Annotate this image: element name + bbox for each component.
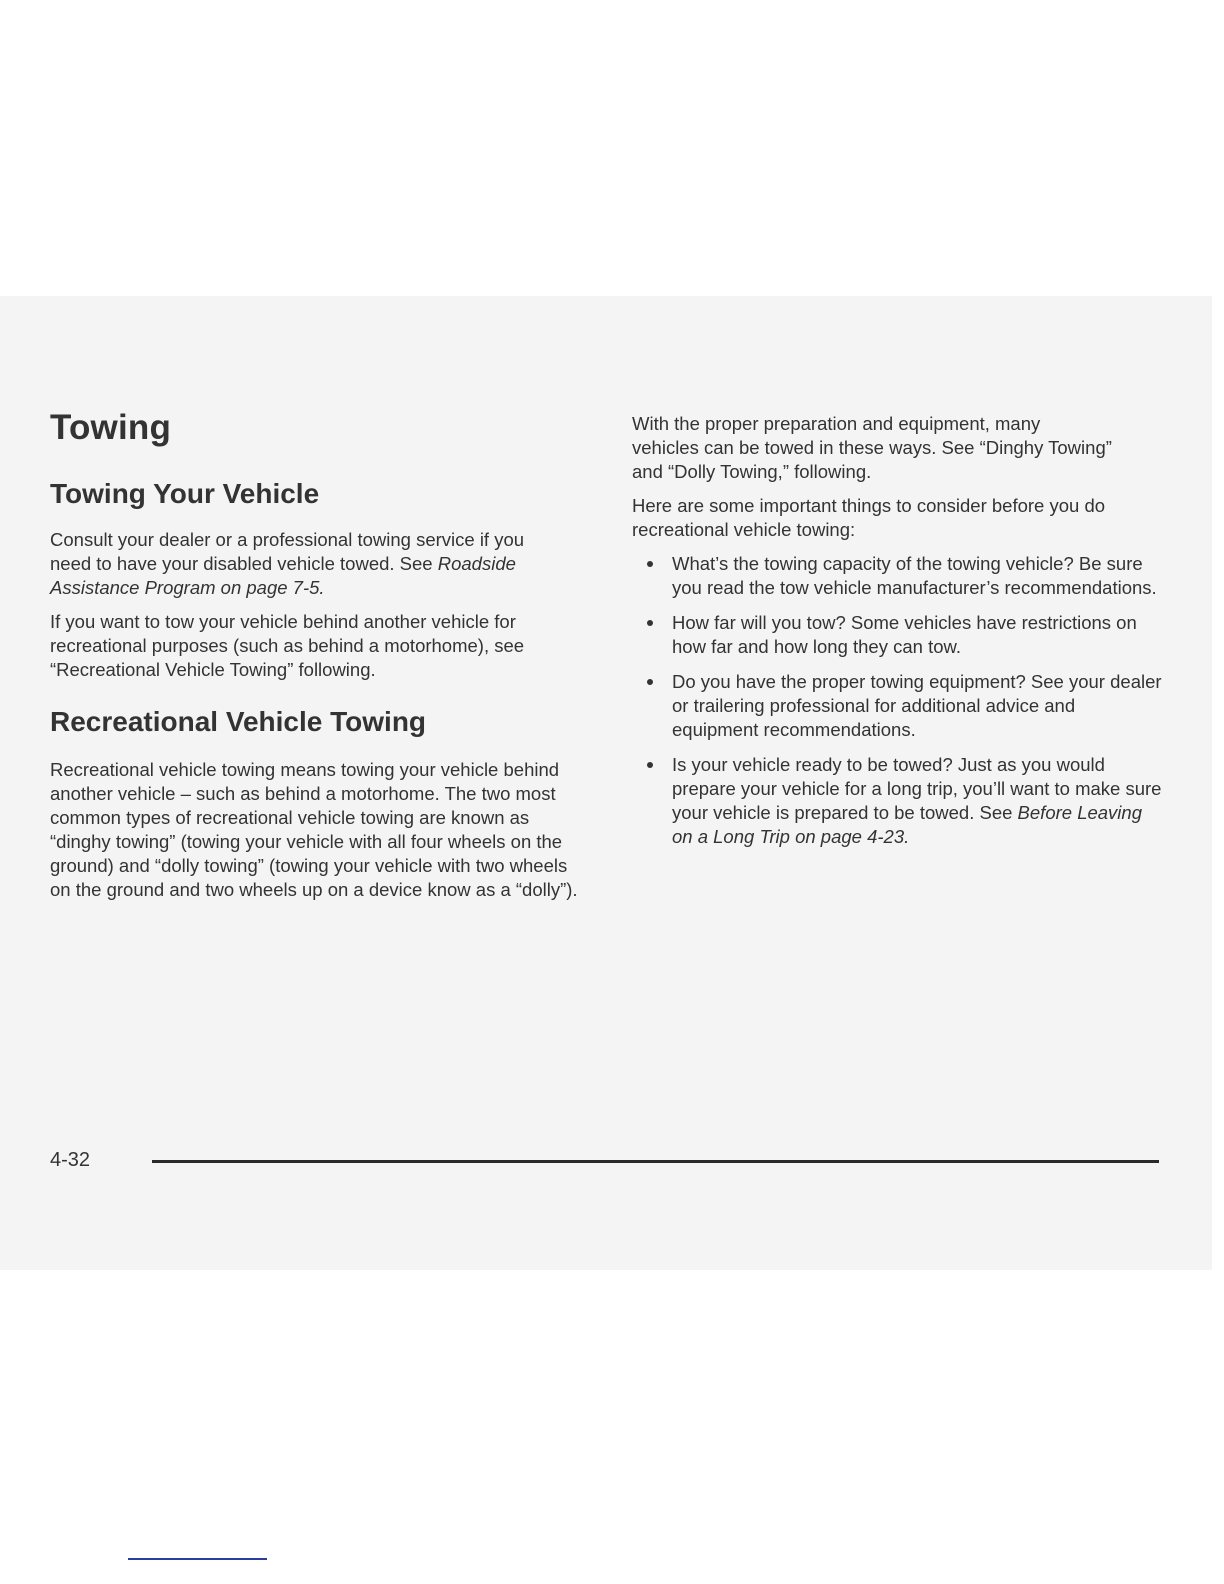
towing-your-vehicle-paragraph-1 — [50, 528, 550, 600]
right-paragraph-1 — [632, 412, 1112, 484]
list-item — [632, 552, 1162, 600]
considerations-intro-text: Here are some important things to consider before you do recreational vehicle towing: — [632, 495, 1106, 540]
considerations-list — [632, 552, 1162, 849]
bullet-icon — [647, 620, 653, 626]
towing-your-vehicle-heading-block — [50, 478, 590, 510]
preparation-text: With the proper preparation and equipment, many vehicles can be towed in these ways. See “Dinghy Towing” and “Dolly Towing,” following. — [632, 413, 1112, 482]
page-number: 4-32 — [50, 1149, 91, 1171]
list-item-text: Is your vehicle ready to be towed? Just as you would prepare your vehicle for a long trip, you’ll want to make sure your vehicle is prepared to be towed. See — [672, 754, 1162, 823]
footer-divider — [152, 1160, 1159, 1163]
recreational-towing-heading: Recreational Vehicle Towing — [50, 706, 427, 737]
right-paragraph-2 — [632, 494, 1152, 542]
list-item — [632, 611, 1162, 659]
towing-your-vehicle-heading: Towing Your Vehicle — [50, 478, 320, 509]
roadside-assistance-link[interactable]: Roadside Assistance Program on page 7-5. — [50, 553, 516, 598]
bullet-icon — [647, 561, 653, 567]
list-item-text: How far will you tow? Some vehicles have restrictions on how far and how long they can tow. — [672, 612, 1137, 657]
long-trip-link[interactable]: Before Leaving on a Long Trip on page 4-23. — [672, 802, 1142, 847]
consult-dealer-text: Consult your dealer or a professional towing service if you need to have your disabled vehicle towed. See — [50, 529, 525, 574]
list-item — [632, 670, 1162, 742]
list-item-text: What’s the towing capacity of the towing vehicle? Be sure you read the tow vehicle manufacturer’s recommendations. — [672, 553, 1157, 598]
list-item-text: Do you have the proper towing equipment? See your dealer or trailering professional for additional advice and equipment recommendations. — [672, 671, 1162, 740]
recreational-towing-heading-block — [50, 706, 590, 738]
bullet-icon — [647, 679, 653, 685]
manual-page — [0, 296, 1212, 1270]
recreational-towing-paragraph — [50, 758, 582, 902]
bullet-icon — [647, 762, 653, 768]
towing-your-vehicle-paragraph-2 — [50, 610, 590, 682]
bottom-link-underline — [128, 1558, 267, 1560]
list-item — [632, 753, 1162, 849]
section-title: Towing — [50, 408, 172, 447]
recreational-towing-text: Recreational vehicle towing means towing your vehicle behind another vehicle – such as behind a motorhome. The two most common types of recreational vehicle towing are known as “dinghy towing” (towing your vehicle with all four wheels on the ground) and “dolly towing” (towing your vehicle with two wheels on the ground and two wheels up on a device know as a “dolly”). — [50, 759, 578, 900]
recreational-purposes-text: If you want to tow your vehicle behind another vehicle for recreational purposes (such as behind a motorhome), see “Recreational Vehicle Towing” following. — [50, 611, 525, 680]
